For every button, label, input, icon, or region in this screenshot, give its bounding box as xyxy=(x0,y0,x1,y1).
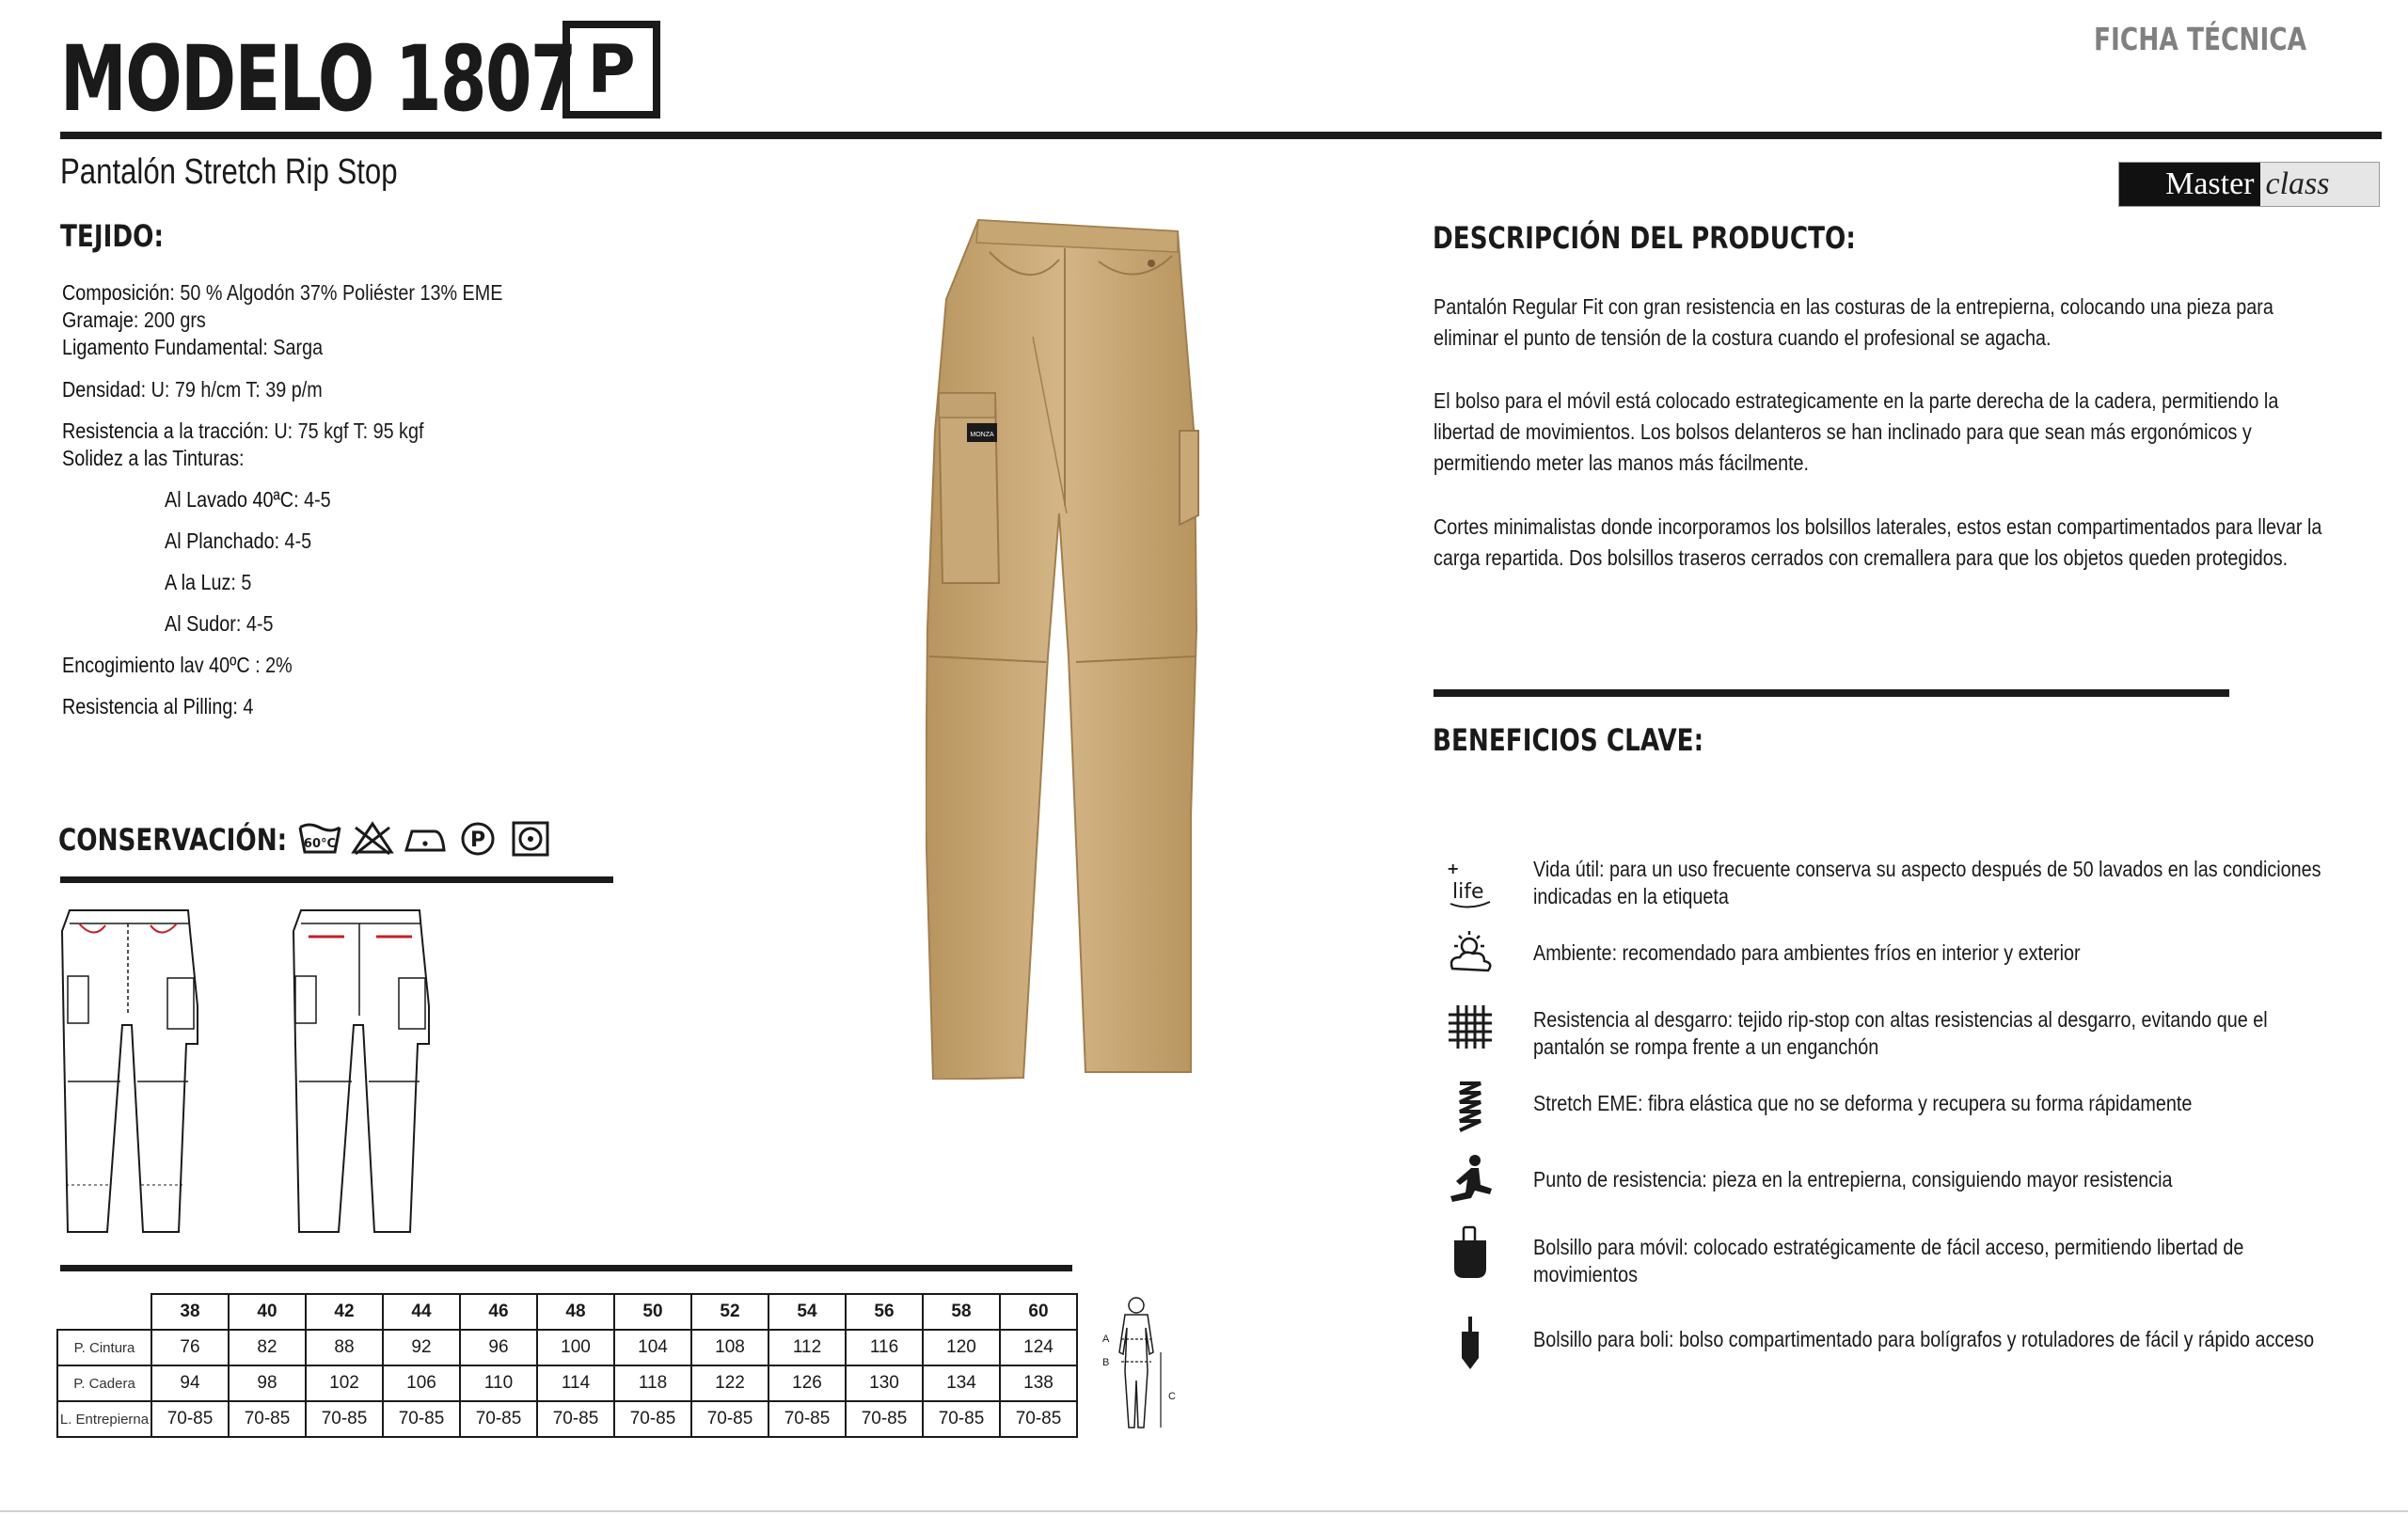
row-label: P. Cintura xyxy=(57,1330,151,1365)
weather-icon xyxy=(1443,927,1497,982)
spec-composition xyxy=(62,279,575,307)
svg-text:+: + xyxy=(1447,860,1460,877)
spec-weave xyxy=(62,334,365,361)
table-cell: 96 xyxy=(460,1330,537,1365)
table-cell: 104 xyxy=(614,1330,691,1365)
spec-shrinkage xyxy=(62,652,330,679)
brand-logo xyxy=(2118,162,2380,207)
spec-value: 2% xyxy=(265,653,293,677)
benefit-item xyxy=(1533,1326,2342,1353)
spec-value: 4 xyxy=(243,694,254,718)
spec-density xyxy=(62,376,365,403)
product-subtitle: Pantalón Stretch Rip Stop xyxy=(60,152,398,192)
body-measurement-figure xyxy=(1093,1296,1187,1435)
spec-label: Al Sudor: xyxy=(165,611,242,636)
benefit-item xyxy=(1533,1166,2342,1193)
table-cell: 110 xyxy=(460,1365,537,1401)
size-header: 60 xyxy=(1000,1294,1077,1330)
spec-pilling xyxy=(62,693,285,720)
label-b: B xyxy=(1102,1357,1110,1368)
spec-value: 4-5 xyxy=(246,611,274,636)
table-cell: 70-85 xyxy=(768,1401,846,1437)
size-header: 50 xyxy=(614,1294,691,1330)
table-cell: 70-85 xyxy=(846,1401,923,1437)
benefit-label: Ambiente: xyxy=(1533,940,1618,965)
spec-label: Ligamento Fundamental: xyxy=(62,335,268,359)
table-cell: 70-85 xyxy=(229,1401,306,1437)
size-table xyxy=(56,1293,1078,1438)
product-photo xyxy=(926,214,1208,1080)
spec-label: Al Lavado 40ªC: xyxy=(165,487,299,512)
front-technical-drawing xyxy=(56,903,207,1237)
table-row xyxy=(57,1365,1077,1401)
pen-pocket-icon xyxy=(1443,1317,1497,1371)
benefit-label: Punto de resistencia: xyxy=(1533,1167,1707,1191)
spec-label: Encogimiento lav 40ºC : xyxy=(62,653,261,677)
spec-label: Al Planchado: xyxy=(165,529,280,553)
sheet-label: FICHA TÉCNICA xyxy=(2094,21,2307,57)
dry-clean-p-icon xyxy=(455,820,500,858)
phone-pocket-icon xyxy=(1443,1225,1497,1280)
spec-label: Resistencia a la tracción: xyxy=(62,418,269,443)
benefit-item xyxy=(1533,939,2342,967)
table-cell: 70-85 xyxy=(383,1401,460,1437)
spec-ironing xyxy=(165,528,336,555)
table-cell: 120 xyxy=(923,1330,1000,1365)
benefit-text: pieza en la entrepierna, consiguiendo mayor resistencia xyxy=(1712,1167,2173,1191)
spec-value: Sarga xyxy=(273,335,324,359)
table-cell: 88 xyxy=(306,1330,383,1365)
description-paragraph-3: Cortes minimalistas donde incorporamos los bolsillos laterales, estos estan compartimentados para llevar la carga repartida. Dos bolsillos traseros cerrados con cremallera para que los objetos queden protegidos. xyxy=(1434,514,2322,570)
description-divider xyxy=(1434,689,2229,697)
size-header: 42 xyxy=(306,1294,383,1330)
spec-label: Densidad: xyxy=(62,377,147,402)
spec-weight xyxy=(62,307,230,334)
table-cell: 106 xyxy=(383,1365,460,1401)
table-cell: 122 xyxy=(691,1365,768,1401)
benefit-label: Bolsillo para móvil: xyxy=(1533,1235,1688,1259)
benefit-item xyxy=(1533,856,2342,910)
spec-wash xyxy=(165,486,357,513)
spec-light xyxy=(165,569,265,596)
benefit-item xyxy=(1533,1090,2342,1117)
table-cell: 92 xyxy=(383,1330,460,1365)
table-cell: 70-85 xyxy=(460,1401,537,1437)
table-cell: 126 xyxy=(768,1365,846,1401)
table-cell: 76 xyxy=(151,1330,229,1365)
spec-value: U: 79 h/cm T: 39 p/m xyxy=(150,377,323,402)
care-divider xyxy=(60,876,613,883)
table-cell: 94 xyxy=(151,1365,229,1401)
spec-label: Gramaje: xyxy=(62,308,139,332)
fabric-title: TEJIDO: xyxy=(60,218,164,254)
table-cell: 116 xyxy=(846,1330,923,1365)
spec-label: Resistencia al Pilling: xyxy=(62,694,238,718)
dry-clean-label: P xyxy=(469,829,486,852)
spec-value: 50 % Algodón 37% Poliéster 13% EME xyxy=(180,280,503,305)
size-header: 48 xyxy=(537,1294,614,1330)
row-label: L. Entrepierna xyxy=(57,1401,151,1437)
table-cell: 124 xyxy=(1000,1330,1077,1365)
ripstop-grid-icon xyxy=(1443,1000,1497,1054)
spec-tensile xyxy=(62,418,483,445)
table-cell: 100 xyxy=(537,1330,614,1365)
iron-low-icon xyxy=(403,820,448,858)
benefit-text: para un uso frecuente conserva su aspecto después de 50 lavados en las condiciones indicadas en la etiqueta xyxy=(1533,857,2321,908)
table-cell: 134 xyxy=(923,1365,1000,1401)
benefit-label: Stretch EME: xyxy=(1533,1091,1643,1115)
label-a: A xyxy=(1102,1334,1110,1345)
benefit-label: Vida útil: xyxy=(1533,857,1605,881)
table-cell: 82 xyxy=(229,1330,306,1365)
table-divider xyxy=(60,1265,1072,1271)
spec-colorfast xyxy=(62,445,274,472)
size-header: 56 xyxy=(846,1294,923,1330)
benefit-text: bolso compartimentado para bolígrafos y rotuladores de fácil y rápido acceso xyxy=(1679,1327,2315,1351)
table-cell: 70-85 xyxy=(1000,1401,1077,1437)
size-header-row xyxy=(57,1294,1077,1330)
label-c: C xyxy=(1168,1391,1176,1402)
table-cell: 70-85 xyxy=(691,1401,768,1437)
benefit-label: Bolsillo para boli: xyxy=(1533,1327,1674,1351)
header-divider xyxy=(60,132,2382,139)
table-cell: 70-85 xyxy=(151,1401,229,1437)
spec-value: 4-5 xyxy=(284,529,312,553)
benefit-text: fibra elástica que no se deforma y recupera su forma rápidamente xyxy=(1648,1091,2193,1115)
table-cell: 114 xyxy=(537,1365,614,1401)
description-paragraph-1: Pantalón Regular Fit con gran resistencia en las costuras de la entrepierna, colocando una pieza para eliminar el punto de tensión de la costura cuando el profesional se agacha. xyxy=(1434,294,2273,350)
spec-label: Solidez a las Tinturas: xyxy=(62,446,245,470)
table-cell: 102 xyxy=(306,1365,383,1401)
table-cell: 70-85 xyxy=(537,1401,614,1437)
spec-label: A la Luz: xyxy=(165,570,236,594)
spec-value: 5 xyxy=(241,570,252,594)
table-row xyxy=(57,1330,1077,1365)
kneeling-person-icon xyxy=(1443,1153,1497,1207)
spring-icon xyxy=(1443,1080,1497,1134)
benefits-title: BENEFICIOS CLAVE: xyxy=(1433,722,1704,758)
size-header: 46 xyxy=(460,1294,537,1330)
no-bleach-icon xyxy=(350,820,395,858)
spec-value: 4-5 xyxy=(304,487,331,512)
table-cell: 118 xyxy=(614,1365,691,1401)
model-badge: P xyxy=(562,21,660,118)
benefit-item xyxy=(1533,1234,2342,1288)
table-cell: 130 xyxy=(846,1365,923,1401)
table-cell: 138 xyxy=(1000,1365,1077,1401)
table-cell: 112 xyxy=(768,1330,846,1365)
size-header: 54 xyxy=(768,1294,846,1330)
spec-label: Composición: xyxy=(62,280,175,305)
description-paragraph-2: El bolso para el móvil está colocado estrategicamente en la parte derecha de la cadera, permitiendo la libertad de movimientos. Los bolsos delanteros se han inclinado para que sean más ergonómicos y permitiendo meter las manos más fácilmente. xyxy=(1434,388,2279,475)
size-header: 38 xyxy=(151,1294,229,1330)
description-title: DESCRIPCIÓN DEL PRODUCTO: xyxy=(1433,220,1856,256)
benefit-label: Resistencia al desgarro: xyxy=(1533,1007,1734,1032)
life-icon-label: life xyxy=(1452,880,1484,904)
footer-divider xyxy=(0,1510,2408,1512)
table-row xyxy=(57,1401,1077,1437)
benefit-text: recomendado para ambientes fríos en interior y exterior xyxy=(1622,940,2081,965)
benefit-item xyxy=(1533,1006,2342,1061)
model-title: MODELO 1807 xyxy=(60,26,576,132)
back-technical-drawing xyxy=(288,903,438,1237)
care-title: CONSERVACIÓN: xyxy=(58,822,288,858)
tumble-dry-icon xyxy=(508,820,553,858)
care-icons xyxy=(297,820,553,858)
benefit-text: colocado estratégicamente de fácil acceso, permitiendo libertad de movimientos xyxy=(1533,1235,2244,1286)
wash-temp-label: 60°C xyxy=(303,837,337,851)
size-header: 58 xyxy=(923,1294,1000,1330)
wash-60-icon xyxy=(297,820,342,858)
table-cell: 70-85 xyxy=(306,1401,383,1437)
brand-logo-dark: Master xyxy=(2119,163,2260,206)
table-cell: 70-85 xyxy=(614,1401,691,1437)
row-label: P. Cadera xyxy=(57,1365,151,1401)
benefit-text: tejido rip-stop con altas resistencias al desgarro, evitando que el pantalón se rompa frente a un enganchón xyxy=(1533,1007,2268,1059)
table-cell: 70-85 xyxy=(923,1401,1000,1437)
spec-value: U: 75 kgf T: 95 kgf xyxy=(274,418,424,443)
size-header: 40 xyxy=(229,1294,306,1330)
spec-value: 200 grs xyxy=(143,308,206,332)
table-cell: 98 xyxy=(229,1365,306,1401)
brand-logo-light: class xyxy=(2260,163,2379,206)
size-header: 52 xyxy=(691,1294,768,1330)
spec-sweat xyxy=(165,610,291,638)
life-icon xyxy=(1443,859,1497,913)
brand-tag-label: MONZA xyxy=(970,432,994,438)
table-cell: 108 xyxy=(691,1330,768,1365)
size-header: 44 xyxy=(383,1294,460,1330)
